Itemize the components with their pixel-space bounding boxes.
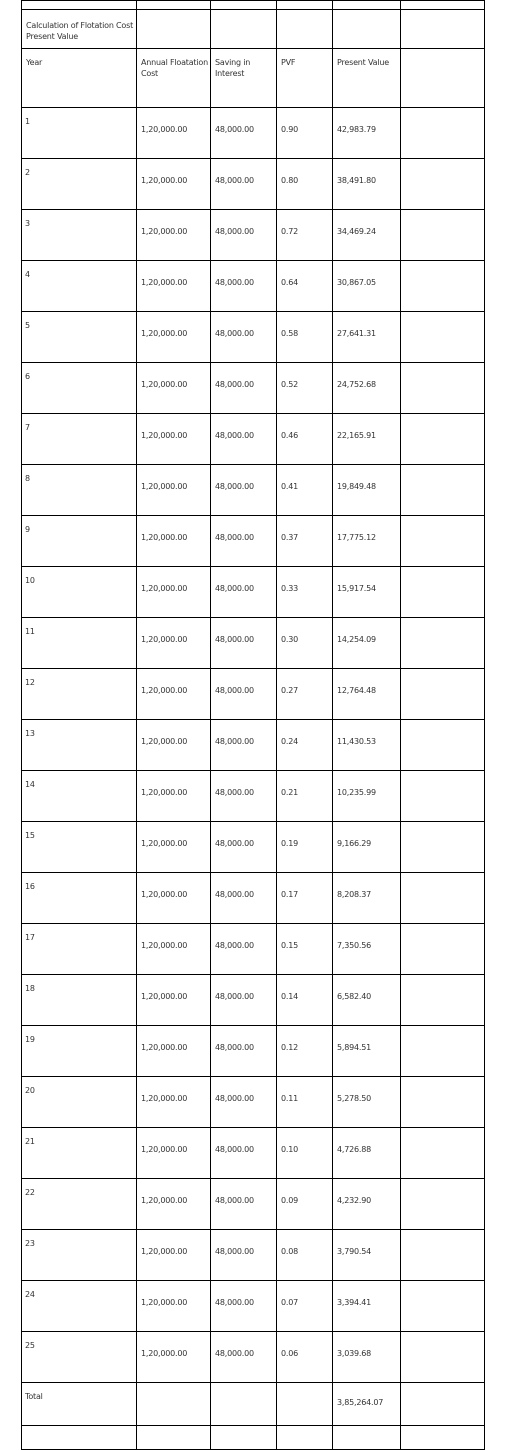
saving-cell: 48,000.00 [211,414,277,465]
pv-cell: 5,894.51 [333,1026,401,1077]
pv-cell: 3,394.41 [333,1281,401,1332]
table-row [22,822,485,873]
cost-cell: 1,20,000.00 [137,1281,211,1332]
saving-cell: 48,000.00 [211,1332,277,1383]
year-cell: 10 [22,567,137,618]
pvf-cell: 0.80 [277,159,333,210]
total-label: Total [22,1383,137,1426]
table-row [22,1179,485,1230]
table-row [22,312,485,363]
table-row [22,720,485,771]
year-cell: 4 [22,261,137,312]
table-row [22,516,485,567]
pv-cell: 3,039.68 [333,1332,401,1383]
table-row [22,924,485,975]
saving-cell: 48,000.00 [211,567,277,618]
year-cell: 3 [22,210,137,261]
pvf-cell: 0.15 [277,924,333,975]
year-cell: 15 [22,822,137,873]
saving-cell: 48,000.00 [211,210,277,261]
blank-cell [401,261,485,312]
blank-cell [401,1426,485,1450]
pv-cell: 3,790.54 [333,1230,401,1281]
cost-cell: 1,20,000.00 [137,1026,211,1077]
year-cell: 21 [22,1128,137,1179]
year-cell: 17 [22,924,137,975]
blank-cell [401,363,485,414]
table-row [22,1332,485,1383]
cost-cell: 1,20,000.00 [137,414,211,465]
pvf-cell: 0.30 [277,618,333,669]
saving-cell: 48,000.00 [211,1128,277,1179]
saving-cell: 48,000.00 [211,618,277,669]
blank-cell [401,516,485,567]
blank-cell [401,1281,485,1332]
table-row [22,414,485,465]
pvf-cell: 0.17 [277,873,333,924]
pv-cell: 17,775.12 [333,516,401,567]
blank-cell [211,1383,277,1426]
cost-cell: 1,20,000.00 [137,210,211,261]
pv-cell: 9,166.29 [333,822,401,873]
blank-cell [401,567,485,618]
cost-cell: 1,20,000.00 [137,1179,211,1230]
top-blank-row [22,1,485,10]
saving-cell: 48,000.00 [211,975,277,1026]
pvf-cell: 0.07 [277,1281,333,1332]
pvf-cell: 0.41 [277,465,333,516]
cost-cell: 1,20,000.00 [137,618,211,669]
saving-cell: 48,000.00 [211,1026,277,1077]
table-row [22,210,485,261]
table-row [22,261,485,312]
blank-cell [401,159,485,210]
pv-cell: 14,254.09 [333,618,401,669]
bottom-blank-row [22,1426,485,1450]
cost-cell: 1,20,000.00 [137,975,211,1026]
blank-cell [401,924,485,975]
blank-cell [401,873,485,924]
saving-cell: 48,000.00 [211,873,277,924]
pv-cell: 6,582.40 [333,975,401,1026]
saving-cell: 48,000.00 [211,822,277,873]
pvf-cell: 0.72 [277,210,333,261]
header-present-value: Present Value [333,49,401,108]
pvf-cell: 0.90 [277,108,333,159]
cost-cell: 1,20,000.00 [137,1332,211,1383]
cost-cell: 1,20,000.00 [137,924,211,975]
cost-cell: 1,20,000.00 [137,669,211,720]
year-cell: 2 [22,159,137,210]
pv-cell: 4,726.88 [333,1128,401,1179]
table-row [22,1077,485,1128]
year-cell: 14 [22,771,137,822]
saving-cell: 48,000.00 [211,516,277,567]
table-row [22,975,485,1026]
blank-cell [277,1383,333,1426]
cost-cell: 1,20,000.00 [137,363,211,414]
blank-cell [401,771,485,822]
year-cell: 9 [22,516,137,567]
table-row [22,1128,485,1179]
pv-cell: 34,469.24 [333,210,401,261]
pvf-cell: 0.06 [277,1332,333,1383]
saving-cell: 48,000.00 [211,924,277,975]
year-cell: 11 [22,618,137,669]
table-row [22,771,485,822]
year-cell: 1 [22,108,137,159]
year-cell: 8 [22,465,137,516]
blank-cell [277,1426,333,1450]
table-row [22,108,485,159]
blank-cell [401,720,485,771]
blank-cell [22,1426,137,1450]
pv-cell: 24,752.68 [333,363,401,414]
header-pvf: PVF [277,49,333,108]
table-row [22,159,485,210]
year-cell: 24 [22,1281,137,1332]
blank-cell [401,1383,485,1426]
cost-cell: 1,20,000.00 [137,1128,211,1179]
table-row [22,669,485,720]
header-annual-floatation-cost: Annual Floatation Cost [137,49,211,108]
blank-cell [401,1179,485,1230]
pvf-cell: 0.12 [277,1026,333,1077]
year-cell: 6 [22,363,137,414]
cost-cell: 1,20,000.00 [137,261,211,312]
cost-cell: 1,20,000.00 [137,771,211,822]
saving-cell: 48,000.00 [211,159,277,210]
cost-cell: 1,20,000.00 [137,516,211,567]
blank-cell [137,1426,211,1450]
year-cell: 20 [22,1077,137,1128]
saving-cell: 48,000.00 [211,771,277,822]
blank-cell [401,1026,485,1077]
year-cell: 7 [22,414,137,465]
blank-cell [401,312,485,363]
saving-cell: 48,000.00 [211,1230,277,1281]
pvf-cell: 0.27 [277,669,333,720]
blank-cell [401,975,485,1026]
pv-cell: 11,430.53 [333,720,401,771]
pvf-cell: 0.33 [277,567,333,618]
blank-cell [401,1128,485,1179]
pvf-cell: 0.10 [277,1128,333,1179]
cost-cell: 1,20,000.00 [137,312,211,363]
year-cell: 23 [22,1230,137,1281]
pvf-cell: 0.24 [277,720,333,771]
header-row [22,49,485,108]
saving-cell: 48,000.00 [211,312,277,363]
blank-cell [401,210,485,261]
pv-cell: 42,983.79 [333,108,401,159]
cost-cell: 1,20,000.00 [137,873,211,924]
blank-cell [211,1426,277,1450]
year-cell: 16 [22,873,137,924]
pvf-cell: 0.46 [277,414,333,465]
pvf-cell: 0.52 [277,363,333,414]
year-cell: 5 [22,312,137,363]
saving-cell: 48,000.00 [211,465,277,516]
pvf-cell: 0.37 [277,516,333,567]
blank-cell [333,1426,401,1450]
year-cell: 25 [22,1332,137,1383]
header-saving-in-interest: Saving in Interest [211,49,277,108]
year-cell: 12 [22,669,137,720]
saving-cell: 48,000.00 [211,1179,277,1230]
table-title: Calculation of Flotation Cost Present Value [22,10,137,49]
pvf-cell: 0.58 [277,312,333,363]
pv-cell: 4,232.90 [333,1179,401,1230]
pvf-cell: 0.19 [277,822,333,873]
year-cell: 19 [22,1026,137,1077]
pv-cell: 5,278.50 [333,1077,401,1128]
table-row [22,363,485,414]
cost-cell: 1,20,000.00 [137,465,211,516]
table-row [22,1230,485,1281]
flotation-cost-table [21,0,485,1450]
cost-cell: 1,20,000.00 [137,720,211,771]
cost-cell: 1,20,000.00 [137,822,211,873]
total-row [22,1383,485,1426]
title-row [22,10,485,49]
cost-cell: 1,20,000.00 [137,567,211,618]
pvf-cell: 0.09 [277,1179,333,1230]
blank-cell [401,1332,485,1383]
pv-cell: 22,165.91 [333,414,401,465]
pvf-cell: 0.21 [277,771,333,822]
pv-cell: 38,491.80 [333,159,401,210]
table-row [22,873,485,924]
saving-cell: 48,000.00 [211,720,277,771]
pvf-cell: 0.08 [277,1230,333,1281]
blank-cell [401,618,485,669]
blank-cell [401,822,485,873]
cost-cell: 1,20,000.00 [137,159,211,210]
blank-cell [401,414,485,465]
pvf-cell: 0.64 [277,261,333,312]
table-row [22,567,485,618]
table-row [22,1026,485,1077]
blank-cell [137,1383,211,1426]
table-row [22,618,485,669]
cost-cell: 1,20,000.00 [137,1230,211,1281]
blank-cell [401,108,485,159]
year-cell: 22 [22,1179,137,1230]
total-present-value: 3,85,264.07 [333,1383,401,1426]
blank-cell [401,1077,485,1128]
header-year: Year [22,49,137,108]
saving-cell: 48,000.00 [211,1077,277,1128]
cost-cell: 1,20,000.00 [137,108,211,159]
table-row [22,465,485,516]
year-cell: 18 [22,975,137,1026]
pv-cell: 8,208.37 [333,873,401,924]
cost-cell: 1,20,000.00 [137,1077,211,1128]
pvf-cell: 0.11 [277,1077,333,1128]
pv-cell: 27,641.31 [333,312,401,363]
pvf-cell: 0.14 [277,975,333,1026]
saving-cell: 48,000.00 [211,669,277,720]
table-row [22,1281,485,1332]
blank-cell [401,1230,485,1281]
saving-cell: 48,000.00 [211,1281,277,1332]
saving-cell: 48,000.00 [211,261,277,312]
pv-cell: 15,917.54 [333,567,401,618]
pv-cell: 12,764.48 [333,669,401,720]
saving-cell: 48,000.00 [211,108,277,159]
year-cell: 13 [22,720,137,771]
saving-cell: 48,000.00 [211,363,277,414]
pv-cell: 7,350.56 [333,924,401,975]
blank-cell [401,669,485,720]
pv-cell: 30,867.05 [333,261,401,312]
blank-cell [401,465,485,516]
pv-cell: 19,849.48 [333,465,401,516]
pv-cell: 10,235.99 [333,771,401,822]
